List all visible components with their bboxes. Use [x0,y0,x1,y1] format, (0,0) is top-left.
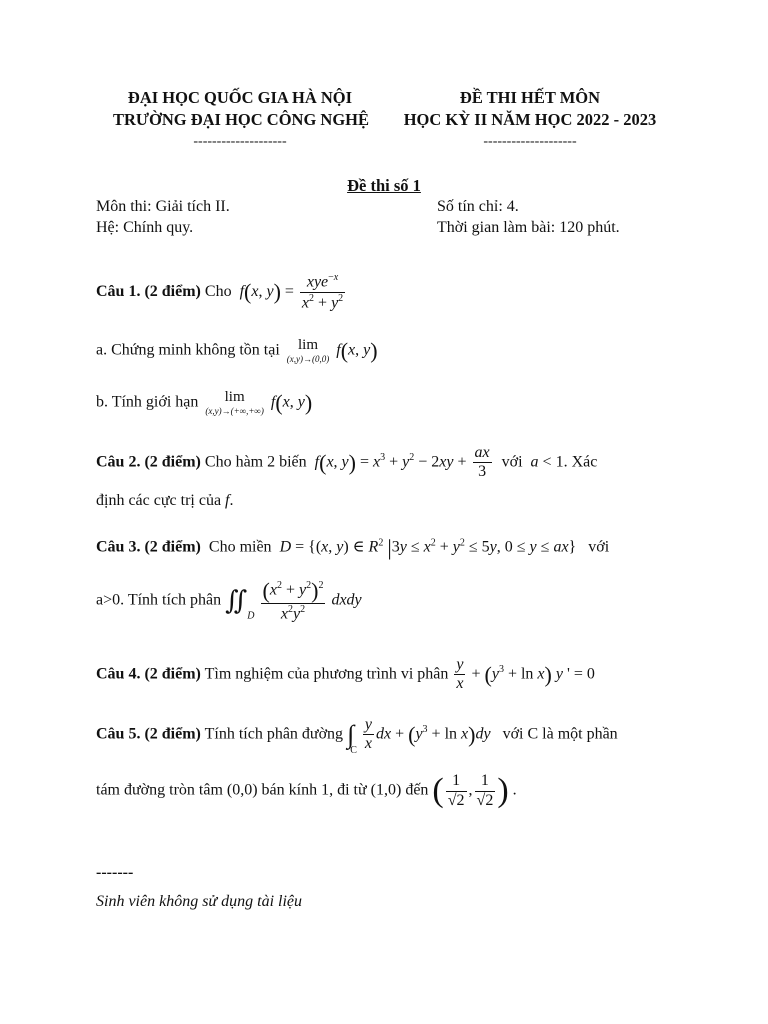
question-1: Câu 1. (2 điểm) Cho f(x, y) = $\frac{xye^{-x}}{x^2 + y^2}$ [96,272,344,312]
question-5-line2: tám đường tròn tâm (0,0) bán kính 1, đi từ (1,0) đến ( $\frac{1}{√2}$ , $\frac{1}{√2}$ ) . [96,772,517,809]
question-1a: a. Chứng minh không tồn tại lim (x,y)→(0,0) f(x, y) [96,337,378,364]
duration-line: Thời gian làm bài: 120 phút. [437,219,620,236]
footer-divider: ------- [96,864,134,881]
question-5: Câu 5. (2 điểm) Tính tích phân đường $\int_C$ $\frac{y}{x}$ dx + $(y^3 + \ln x)dy$ với C là một phần [96,716,618,756]
question-3: Câu 3. (2 điểm) Cho miền D = {(x, y) ∈ $R^2$ $|3y \le x^2 + y^2 \le 5y$, 0 ≤ y ≤ ax} với [96,535,610,560]
question-4: Câu 4. (2 điểm) Tìm nghiệm của phương trình vi phân $\frac{y}{x}$ + $(y^3 + \ln x)$ y ' = 0 [96,656,595,693]
semester-title: HỌC KỲ II NĂM HỌC 2022 - 2023 [403,110,657,129]
credits-line: Số tín chỉ: 4. [437,198,519,215]
question-1b: b. Tính giới hạn lim (x,y)→(+∞,+∞) f(x, y) [96,389,313,416]
footer-note: Sinh viên không sử dụng tài liệu [96,893,303,910]
question-2-line2: định các cực trị của f. [96,492,234,509]
system-line: Hệ: Chính quy. [96,219,194,236]
question-2: Câu 2. (2 điểm) Cho hàm 2 biến f(x, $y) = x^3 + y^2 - 2xy$ + $\frac{ax}{3}$ với a < 1. Xác [96,444,598,481]
subject-line: Môn thi: Giải tích II. [96,198,230,215]
school-name: TRƯỜNG ĐẠI HỌC CÔNG NGHỆ [112,110,370,129]
university-name: ĐẠI HỌC QUỐC GIA HÀ NỘI [127,88,353,107]
left-divider: -------------------- [193,134,287,149]
exam-number-title: Đề thi số 1 [347,176,421,195]
question-3-line2: a>0. Tính tích phân $∬_D$ $\frac{(x^2 + y^2)^2}{x^2y^2}$ dxdy [96,578,362,623]
q1-fraction: $\frac{xye^{-x}}{x^2 + y^2}$ [301,272,344,312]
exam-type-title: ĐỀ THI HẾT MÔN [459,88,601,107]
right-divider: -------------------- [483,134,577,149]
